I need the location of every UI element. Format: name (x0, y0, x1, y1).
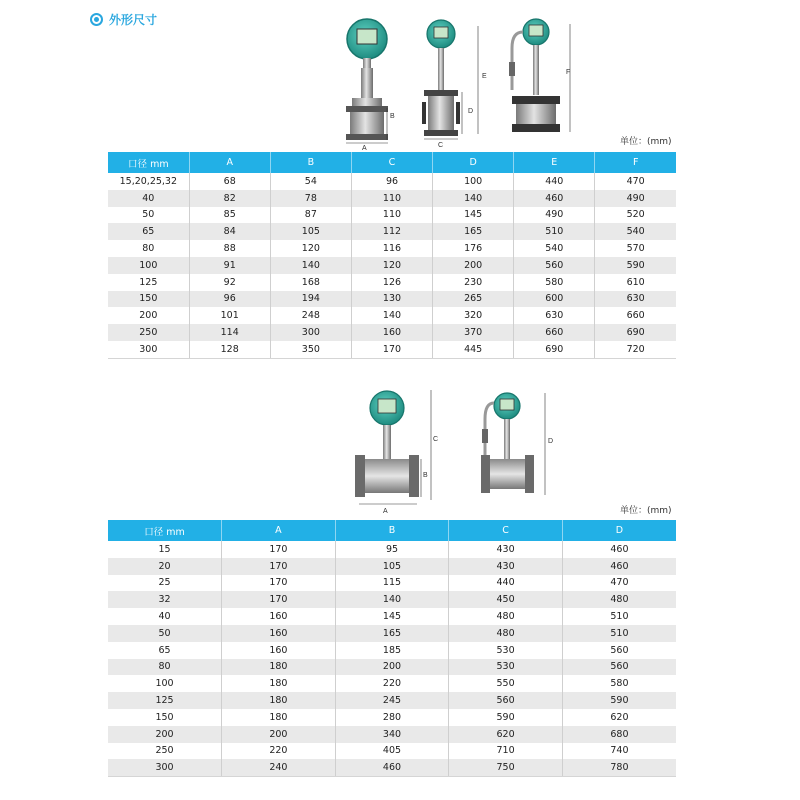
table-cell: 540 (595, 223, 676, 240)
table-cell: 32 (108, 591, 222, 608)
col-header: 口径 mm (108, 152, 189, 173)
table-cell: 200 (222, 726, 336, 743)
table-cell: 510 (562, 608, 676, 625)
table-cell: 180 (222, 675, 336, 692)
col-header: D (562, 520, 676, 541)
dim-label-f: F (566, 69, 571, 76)
table-cell: 250 (108, 324, 189, 341)
table-cell: 750 (449, 759, 563, 776)
table-cell: 78 (270, 190, 351, 207)
table-cell: 440 (514, 173, 595, 190)
table-cell: 460 (335, 759, 449, 776)
table-cell: 15,20,25,32 (119, 175, 178, 187)
section-header (90, 11, 157, 28)
figure-top-meters (330, 12, 590, 150)
table-cell: 170 (222, 575, 336, 592)
table-cell: 80 (108, 659, 222, 676)
table-cell: 40 (108, 190, 189, 207)
table-cell: 125 (139, 276, 158, 288)
table-cell: 240 (222, 759, 336, 776)
unit-label: 单位：(mm) (620, 506, 672, 516)
table-cell: 470 (562, 575, 676, 592)
meter-flanged-icon (355, 391, 419, 497)
table-cell: 560 (562, 642, 676, 659)
table-cell: 440 (449, 575, 563, 592)
table-cell: 15 (158, 543, 171, 555)
table-cell: 490 (514, 207, 595, 224)
table-cell: 430 (449, 541, 563, 558)
table-cell: 126 (351, 274, 432, 291)
table-cell: 112 (351, 223, 432, 240)
table-cell: 120 (270, 240, 351, 257)
table-cell: 490 (595, 190, 676, 207)
table-cell: 110 (351, 207, 432, 224)
table-cell: 170 (351, 341, 432, 358)
table-cell: 160 (222, 642, 336, 659)
dim-label-b: B (423, 472, 428, 479)
col-header: E (514, 152, 595, 173)
table-cell: 140 (351, 307, 432, 324)
table-cell: 245 (335, 692, 449, 709)
table-cell: 125 (108, 692, 222, 709)
table-cell: 95 (335, 541, 449, 558)
table-cell: 87 (270, 207, 351, 224)
table-cell: 85 (189, 207, 270, 224)
dim-label-c: C (433, 436, 439, 443)
table-cell: 530 (449, 642, 563, 659)
table-row (108, 257, 676, 274)
table-row (108, 240, 676, 257)
table-cell: 170 (222, 541, 336, 558)
table-cell: 690 (595, 324, 676, 341)
table-cell: 40 (158, 611, 171, 623)
table-cell: 460 (562, 541, 676, 558)
col-header: B (270, 152, 351, 173)
meter-with-pressure-tube-icon (509, 19, 560, 132)
table-row (108, 190, 676, 207)
table-row (108, 223, 676, 240)
table-cell: 370 (433, 324, 514, 341)
table-cell: 520 (595, 207, 676, 224)
table-cell: 460 (514, 190, 595, 207)
table-cell: 230 (433, 274, 514, 291)
table-cell: 200 (108, 726, 222, 743)
table-cell: 570 (595, 240, 676, 257)
table-row (108, 324, 676, 341)
table-row (108, 291, 676, 308)
table-cell: 300 (108, 759, 222, 776)
table-cell: 185 (335, 642, 449, 659)
table-row (108, 591, 676, 608)
table-cell: 54 (270, 173, 351, 190)
table-cell: 120 (351, 257, 432, 274)
table-cell: 445 (433, 341, 514, 358)
circle-bullet-icon (90, 13, 103, 26)
dim-label-e: E (482, 73, 487, 80)
table-cell: 84 (189, 223, 270, 240)
table-cell: 460 (562, 558, 676, 575)
table-cell: 180 (222, 692, 336, 709)
meter-with-pressure-tube-icon (481, 393, 534, 493)
table-cell: 600 (514, 291, 595, 308)
table-cell: 550 (449, 675, 563, 692)
dimension-table-2 (108, 520, 676, 777)
table-cell: 140 (335, 591, 449, 608)
section-title: 外形尺寸 (109, 13, 158, 27)
dim-label-d: D (548, 438, 554, 445)
table-cell: 92 (189, 274, 270, 291)
table-cell: 150 (155, 711, 174, 723)
table-cell: 160 (222, 608, 336, 625)
table-cell: 160 (222, 625, 336, 642)
table-cell: 690 (514, 341, 595, 358)
table-cell: 540 (514, 240, 595, 257)
table-cell: 91 (189, 257, 270, 274)
table-cell: 470 (595, 173, 676, 190)
meter-flanged-icon (346, 19, 388, 140)
col-header: A (189, 152, 270, 173)
col-header: 口径 mm (108, 520, 222, 541)
table-cell: 350 (270, 341, 351, 358)
table-cell: 165 (433, 223, 514, 240)
table-cell: 630 (595, 291, 676, 308)
table-cell: 530 (449, 659, 563, 676)
table-row (108, 642, 676, 659)
table-cell: 780 (562, 759, 676, 776)
table-cell: 150 (108, 291, 189, 308)
table-cell: 320 (433, 307, 514, 324)
table-row (108, 575, 676, 592)
unit-label: 单位：(mm) (620, 137, 672, 147)
col-header: B (335, 520, 449, 541)
table-cell: 200 (433, 257, 514, 274)
table-row (108, 541, 676, 558)
table-cell: 405 (335, 743, 449, 760)
table-cell: 430 (449, 558, 563, 575)
table-cell: 610 (595, 274, 676, 291)
table-cell: 180 (222, 709, 336, 726)
dim-label-a: A (383, 508, 388, 515)
table-row (108, 341, 676, 358)
table-row (108, 759, 676, 776)
table-cell: 115 (335, 575, 449, 592)
table-cell: 100 (108, 257, 189, 274)
table-cell: 88 (189, 240, 270, 257)
table-cell: 116 (351, 240, 432, 257)
col-header: C (351, 152, 432, 173)
table-cell: 50 (108, 625, 222, 642)
table-cell: 510 (562, 625, 676, 642)
table-row (108, 675, 676, 692)
table-cell: 450 (449, 591, 563, 608)
col-header: F (595, 152, 676, 173)
table-cell: 180 (222, 659, 336, 676)
table-row (108, 625, 676, 642)
table-cell: 220 (222, 743, 336, 760)
table-cell: 580 (562, 675, 676, 692)
table-row (108, 207, 676, 224)
dim-label-d: D (468, 108, 474, 115)
table-cell: 105 (270, 223, 351, 240)
table-row (108, 692, 676, 709)
table-cell: 65 (158, 644, 171, 656)
table-cell: 80 (142, 243, 155, 255)
table-cell: 620 (562, 709, 676, 726)
table-cell: 168 (270, 274, 351, 291)
table-row (108, 173, 676, 190)
figure-bottom-meters (345, 385, 565, 515)
table-cell: 165 (335, 625, 449, 642)
table-cell: 660 (595, 307, 676, 324)
table-cell: 560 (514, 257, 595, 274)
table-cell: 660 (514, 324, 595, 341)
meter-wafer-icon (422, 20, 460, 136)
table-cell: 510 (514, 223, 595, 240)
table-cell: 130 (351, 291, 432, 308)
table-cell: 480 (449, 608, 563, 625)
table-cell: 740 (562, 743, 676, 760)
table-cell: 720 (595, 341, 676, 358)
table-cell: 340 (335, 726, 449, 743)
table-cell: 65 (108, 223, 189, 240)
table-row (108, 743, 676, 760)
table-cell: 105 (335, 558, 449, 575)
table-cell: 140 (270, 257, 351, 274)
table-cell: 220 (335, 675, 449, 692)
table-cell: 100 (433, 173, 514, 190)
table-cell: 250 (155, 745, 174, 757)
table-row (108, 726, 676, 743)
table-cell: 68 (189, 173, 270, 190)
table-cell: 82 (189, 190, 270, 207)
table-cell: 630 (514, 307, 595, 324)
table-cell: 710 (449, 743, 563, 760)
col-header: D (433, 152, 514, 173)
table-cell: 560 (449, 692, 563, 709)
table-cell: 145 (433, 207, 514, 224)
table-cell: 100 (155, 678, 174, 690)
table-cell: 101 (189, 307, 270, 324)
table-row (108, 558, 676, 575)
table-cell: 248 (270, 307, 351, 324)
table-cell: 200 (139, 310, 158, 322)
table-cell: 114 (189, 324, 270, 341)
col-header: A (222, 520, 336, 541)
dimension-table-1 (108, 152, 676, 359)
table-cell: 620 (449, 726, 563, 743)
table-cell: 300 (108, 341, 189, 358)
table-cell: 200 (335, 659, 449, 676)
col-header: C (449, 520, 563, 541)
table-cell: 140 (433, 190, 514, 207)
table-cell: 580 (514, 274, 595, 291)
table-cell: 145 (335, 608, 449, 625)
dim-label-b: B (390, 113, 395, 120)
table-cell: 480 (449, 625, 563, 642)
table-cell: 680 (562, 726, 676, 743)
table-cell: 50 (142, 209, 155, 221)
table-cell: 280 (335, 709, 449, 726)
table-cell: 25 (158, 577, 171, 589)
table-row (108, 307, 676, 324)
table-cell: 128 (189, 341, 270, 358)
table-row (108, 274, 676, 291)
dim-label-c: C (438, 142, 444, 149)
table-cell: 110 (351, 190, 432, 207)
table-cell: 20 (108, 558, 222, 575)
table-cell: 560 (562, 659, 676, 676)
table-cell: 480 (562, 591, 676, 608)
table-cell: 160 (351, 324, 432, 341)
table-cell: 96 (189, 291, 270, 308)
table-row (108, 709, 676, 726)
table-row (108, 608, 676, 625)
dim-label-a: A (362, 145, 367, 150)
table-row (108, 659, 676, 676)
table-cell: 590 (562, 692, 676, 709)
table-cell: 590 (595, 257, 676, 274)
table-cell: 96 (351, 173, 432, 190)
table-cell: 300 (270, 324, 351, 341)
table-cell: 176 (433, 240, 514, 257)
table-cell: 170 (222, 558, 336, 575)
table-cell: 265 (433, 291, 514, 308)
table-cell: 170 (222, 591, 336, 608)
table-cell: 194 (270, 291, 351, 308)
table-cell: 590 (449, 709, 563, 726)
